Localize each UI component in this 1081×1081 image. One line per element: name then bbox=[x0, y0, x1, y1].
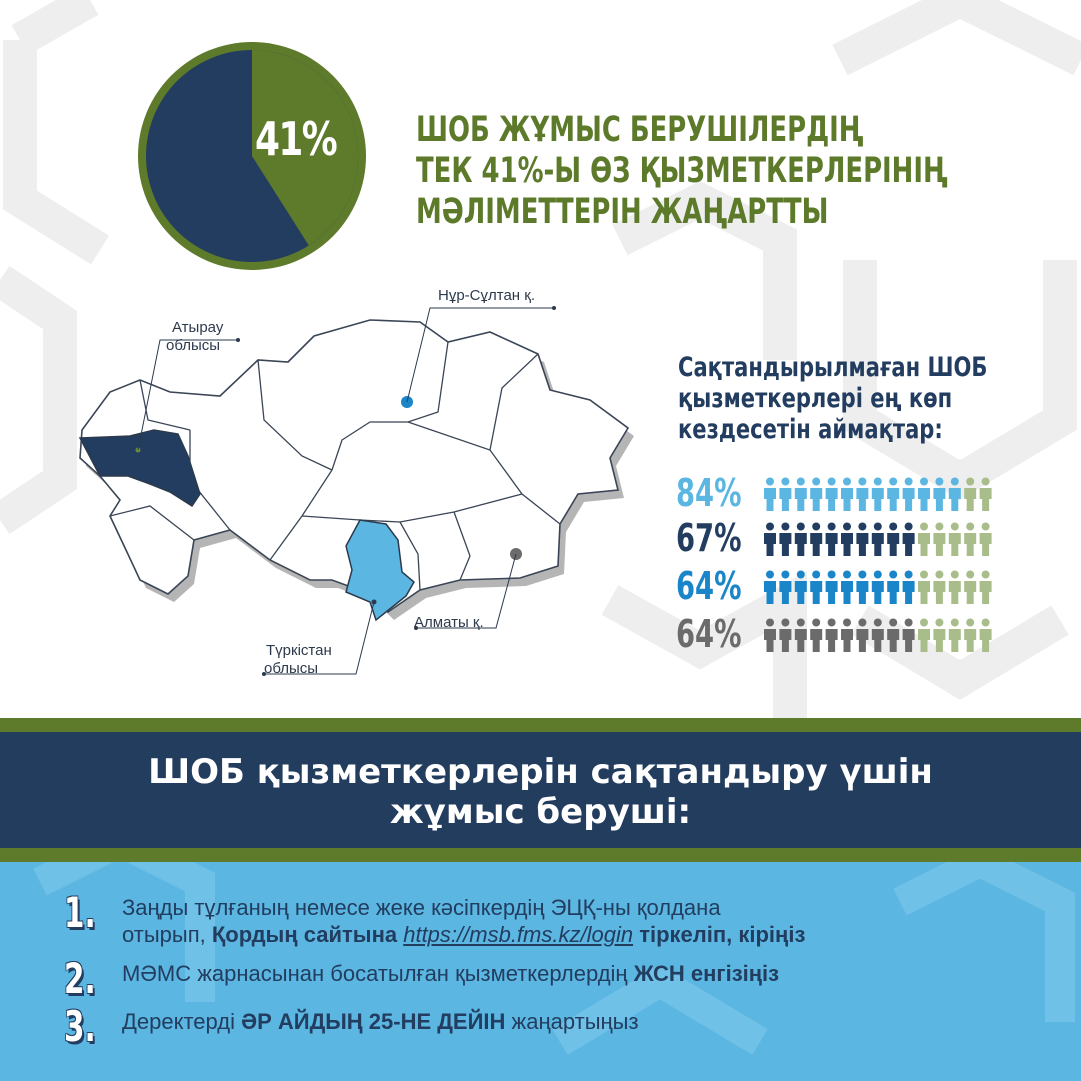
person-icon bbox=[980, 523, 992, 557]
person-icon bbox=[826, 478, 838, 512]
regions-title-line-2: қызметкерлері ең көп bbox=[678, 383, 953, 414]
person-icon bbox=[903, 619, 915, 653]
person-icon bbox=[826, 571, 838, 605]
step-1-bold-2: тіркеліп, кіріңіз bbox=[639, 922, 806, 947]
person-icon bbox=[810, 523, 822, 557]
stat-percent: 64% bbox=[676, 612, 742, 656]
person-icon bbox=[980, 478, 992, 512]
person-icon bbox=[764, 523, 776, 557]
step-text bbox=[122, 960, 779, 987]
kazakhstan-map bbox=[70, 280, 670, 680]
person-icon bbox=[918, 478, 930, 512]
headline-line-2: ТЕК 41%-Ы ӨЗ ҚЫЗМЕТКЕРЛЕРІНІҢ bbox=[416, 151, 948, 191]
person-icon bbox=[964, 571, 976, 605]
person-icon bbox=[826, 523, 838, 557]
person-icon bbox=[949, 523, 961, 557]
map-label-turkistan-2: облысы bbox=[264, 660, 319, 677]
person-icon bbox=[980, 619, 992, 653]
person-icon bbox=[810, 571, 822, 605]
person-icon bbox=[903, 523, 915, 557]
step-text bbox=[122, 894, 805, 948]
headline-line-3: МӘЛІМЕТТЕРІН ЖАҢАРТТЫ bbox=[416, 192, 829, 232]
person-icon bbox=[795, 478, 807, 512]
stat-row-3 bbox=[676, 566, 1076, 606]
person-icon bbox=[872, 571, 884, 605]
people-icons bbox=[764, 570, 996, 604]
step-1-line-1: Заңды тұлғаның немесе жеке кәсіпкердің ЭЦҚ-ны қолдана bbox=[122, 895, 721, 920]
person-icon bbox=[949, 478, 961, 512]
person-icon bbox=[779, 523, 791, 557]
person-icon bbox=[856, 571, 868, 605]
registration-link[interactable]: https://msb.fms.kz/login bbox=[403, 922, 634, 947]
steps-band bbox=[0, 862, 1081, 1081]
stat-percent: 67% bbox=[676, 516, 742, 560]
person-icon bbox=[779, 478, 791, 512]
person-icon bbox=[918, 523, 930, 557]
people-icons bbox=[764, 618, 996, 652]
person-icon bbox=[964, 523, 976, 557]
person-icon bbox=[887, 571, 899, 605]
person-icon bbox=[933, 619, 945, 653]
person-icon bbox=[918, 619, 930, 653]
person-icon bbox=[949, 619, 961, 653]
banner-line-2: жұмыс беруші: bbox=[389, 792, 692, 832]
person-icon bbox=[918, 571, 930, 605]
people-icons bbox=[764, 477, 996, 511]
stat-percent: 84% bbox=[676, 471, 742, 515]
person-icon bbox=[887, 478, 899, 512]
person-icon bbox=[872, 619, 884, 653]
divider-top bbox=[0, 718, 1081, 732]
step-number: 3. bbox=[64, 1002, 96, 1051]
stat-row-2 bbox=[676, 518, 1076, 558]
person-icon bbox=[841, 619, 853, 653]
person-icon bbox=[826, 619, 838, 653]
headline-line-1: ШОБ ЖҰМЫС БЕРУШІЛЕРДІҢ bbox=[416, 110, 864, 150]
person-icon bbox=[949, 571, 961, 605]
person-icon bbox=[810, 619, 822, 653]
step-text bbox=[122, 1008, 639, 1035]
person-icon bbox=[795, 523, 807, 557]
person-icon bbox=[841, 571, 853, 605]
person-icon bbox=[856, 619, 868, 653]
person-icon bbox=[841, 478, 853, 512]
step-1-line-2-pre: отырып, bbox=[122, 922, 212, 947]
person-icon bbox=[887, 619, 899, 653]
regions-title-line-3: кездесетін аймақтар: bbox=[678, 414, 943, 445]
regions-title-line-1: Сақтандырылмаған ШОБ bbox=[678, 352, 988, 383]
map-label-almaty: Алматы қ. bbox=[414, 614, 484, 631]
person-icon bbox=[764, 478, 776, 512]
banner-title bbox=[0, 752, 1081, 832]
person-icon bbox=[933, 478, 945, 512]
divider-bottom bbox=[0, 848, 1081, 862]
regions-title bbox=[678, 352, 1078, 445]
stat-row-4 bbox=[676, 614, 1076, 654]
step-number: 1. bbox=[64, 888, 96, 937]
person-icon bbox=[964, 619, 976, 653]
person-icon bbox=[856, 478, 868, 512]
map-label-atyrau-2: облысы bbox=[166, 337, 221, 354]
person-icon bbox=[872, 478, 884, 512]
person-icon bbox=[795, 619, 807, 653]
step-3-bold: ӘР АЙДЫҢ 25-НЕ ДЕЙІН bbox=[241, 1009, 506, 1034]
map-label-atyrau-1: Атырау bbox=[172, 319, 224, 336]
person-icon bbox=[856, 523, 868, 557]
person-icon bbox=[887, 523, 899, 557]
pie-percent-label: 41% bbox=[255, 112, 337, 166]
step-3-pre: Деректерді bbox=[122, 1009, 242, 1034]
person-icon bbox=[872, 523, 884, 557]
banner-line-1: ШОБ қызметкерлерін сақтандыру үшін bbox=[148, 752, 933, 792]
step-number: 2. bbox=[64, 954, 96, 1003]
map-label-turkistan-1: Түркістан bbox=[266, 642, 332, 659]
person-icon bbox=[764, 571, 776, 605]
step-3-post: жаңартыңыз bbox=[505, 1009, 639, 1034]
step-2-pre: МӘМС жарнасынан босатылған қызметкерлердің bbox=[122, 961, 634, 986]
person-icon bbox=[933, 523, 945, 557]
person-icon bbox=[795, 571, 807, 605]
people-icons bbox=[764, 522, 996, 556]
headline bbox=[416, 110, 1056, 233]
step-2-bold: ЖСН енгізіңіз bbox=[633, 961, 780, 986]
person-icon bbox=[903, 571, 915, 605]
person-icon bbox=[779, 619, 791, 653]
person-icon bbox=[841, 523, 853, 557]
map-label-nur-sultan: Нұр-Сұлтан қ. bbox=[438, 287, 535, 304]
person-icon bbox=[810, 478, 822, 512]
person-icon bbox=[964, 478, 976, 512]
person-icon bbox=[980, 571, 992, 605]
step-1-bold: Қордың сайтына bbox=[211, 922, 398, 947]
person-icon bbox=[779, 571, 791, 605]
stat-row-1 bbox=[676, 473, 1076, 513]
person-icon bbox=[903, 478, 915, 512]
person-icon bbox=[933, 571, 945, 605]
stat-percent: 64% bbox=[676, 564, 742, 608]
person-icon bbox=[764, 619, 776, 653]
